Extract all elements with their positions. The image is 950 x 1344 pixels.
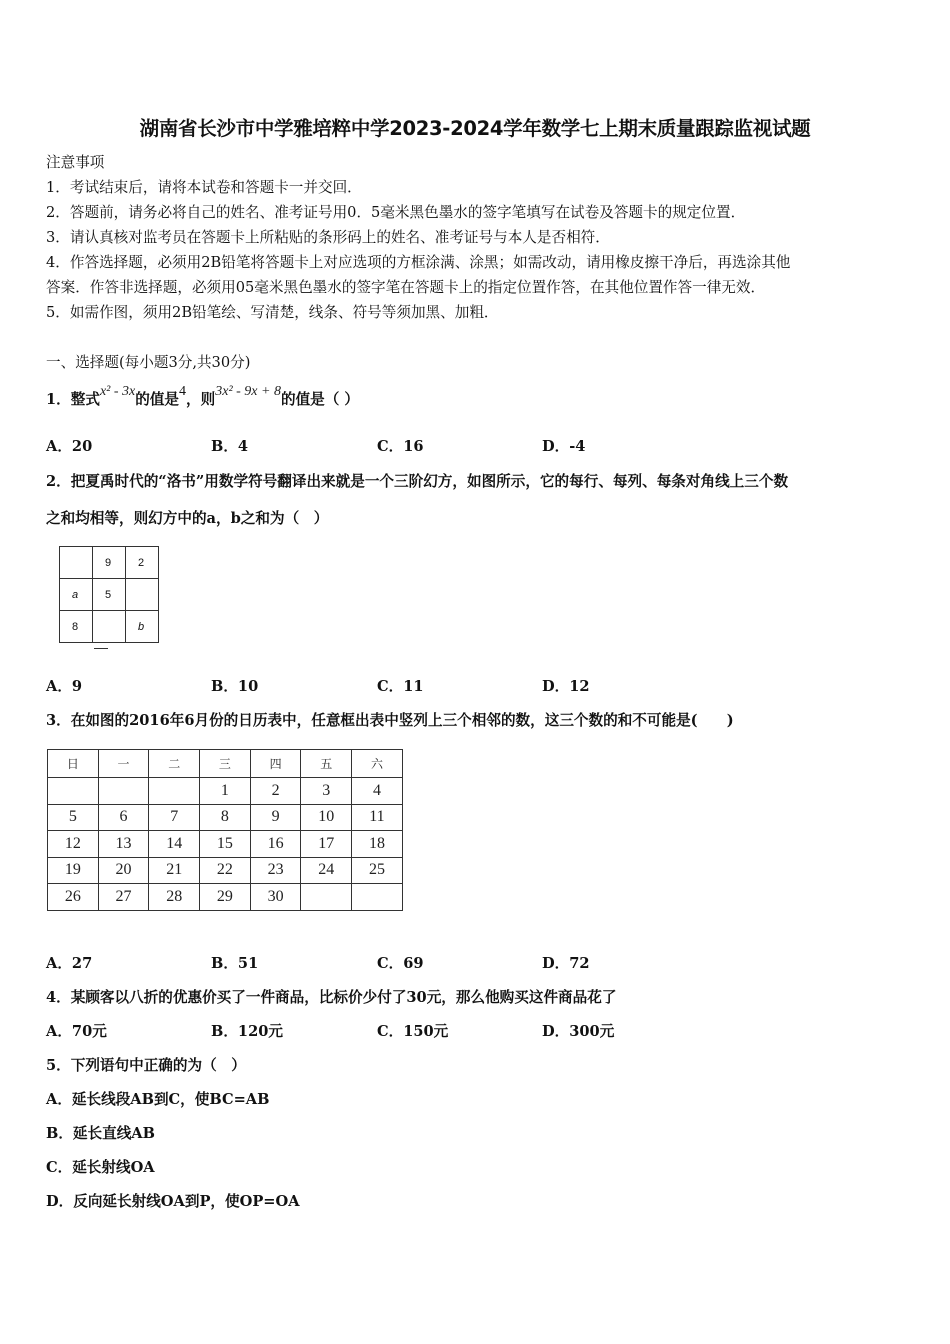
notice-item: 5．如需作图，须用2B铅笔绘、写清楚，线条、符号等须加黑、加粗． (46, 304, 499, 321)
q1-expression-1: x² - 3x (99, 384, 136, 399)
calendar-cell: 10 (301, 804, 352, 831)
calendar-cell: 9 (250, 804, 301, 831)
calendar-cell (48, 778, 99, 805)
question-2-line-2: 之和均相等，则幻方中的a，b之和为（ ） (46, 510, 329, 527)
calendar-cell: 14 (149, 831, 200, 858)
calendar-cell (149, 778, 200, 805)
calendar-cell: 29 (200, 884, 251, 911)
calendar-cell: 21 (149, 857, 200, 884)
calendar-header: 三 (200, 750, 251, 778)
calendar-cell: 12 (48, 831, 99, 858)
calendar-header: 二 (149, 750, 200, 778)
magic-cell-a: a (60, 579, 93, 611)
calendar-header: 四 (250, 750, 301, 778)
q4-option-d[interactable]: D．300元 (542, 1023, 615, 1040)
calendar-cell (352, 884, 403, 911)
question-1 (46, 384, 360, 409)
q1-option-a[interactable]: A．20 (46, 438, 93, 455)
calendar-cell: 18 (352, 831, 403, 858)
q4-option-a[interactable]: A．70元 (46, 1023, 107, 1040)
question-5: 5．下列语句中正确的为（ ） (46, 1057, 246, 1074)
q2-option-d[interactable]: D．12 (542, 678, 590, 695)
calendar-cell: 26 (48, 884, 99, 911)
q1-option-d[interactable]: D．-4 (542, 438, 586, 455)
calendar-cell: 3 (301, 778, 352, 805)
question-4: 4．某顾客以八折的优惠价买了一件商品，比标价少付了30元，那么他购买这件商品花了 (46, 989, 617, 1006)
q1-mid-1: 的值是 (135, 391, 180, 408)
q4-option-b[interactable]: B．120元 (211, 1023, 283, 1040)
calendar-cell: 27 (98, 884, 149, 911)
calendar-header: 一 (98, 750, 149, 778)
q2-option-b[interactable]: B．10 (211, 678, 259, 695)
notice-item: 4．作答选择题，必须用2B铅笔将答题卡上对应选项的方框涂满、涂黑；如需改动，请用橡皮擦干净后，再选涂其他 (46, 254, 791, 271)
magic-cell: 2 (126, 547, 159, 579)
calendar-cell: 15 (200, 831, 251, 858)
calendar-header: 日 (48, 750, 99, 778)
calendar-header: 五 (301, 750, 352, 778)
q1-value: 4 (179, 384, 187, 399)
q1-option-c[interactable]: C．16 (377, 438, 424, 455)
calendar-cell (98, 778, 149, 805)
magic-square (59, 546, 159, 643)
q3-option-d[interactable]: D．72 (542, 955, 590, 972)
q1-prefix: 1．整式 (46, 391, 100, 408)
magic-cell: 8 (60, 611, 93, 643)
section-heading: 一、选择题(每小题3分,共30分) (46, 354, 251, 371)
q2-option-a[interactable]: A．9 (46, 678, 83, 695)
calendar-cell: 1 (200, 778, 251, 805)
q5-option-c[interactable]: C．延长射线OA (46, 1159, 155, 1176)
calendar-cell: 13 (98, 831, 149, 858)
q4-option-c[interactable]: C．150元 (377, 1023, 449, 1040)
q1-suffix: 的值是（ ） (280, 391, 360, 408)
magic-cell: 9 (93, 547, 126, 579)
calendar-cell: 20 (98, 857, 149, 884)
calendar-cell (301, 884, 352, 911)
calendar-cell: 30 (250, 884, 301, 911)
page-title: 湖南省长沙市中学雅培粹中学2023-2024学年数学七上期末质量跟踪监视试题 (139, 117, 811, 140)
calendar-cell: 23 (250, 857, 301, 884)
calendar-cell: 24 (301, 857, 352, 884)
calendar-cell: 7 (149, 804, 200, 831)
calendar-cell: 11 (352, 804, 403, 831)
question-2-line-1: 2．把夏禹时代的“洛书”用数学符号翻译出来就是一个三阶幻方，如图所示，它的每行、每列、每条对角线上三个数 (46, 473, 789, 490)
magic-cell: 5 (93, 579, 126, 611)
notice-item: 3．请认真核对监考员在答题卡上所粘贴的条形码上的姓名、准考证号与本人是否相符． (46, 229, 610, 246)
notice-heading: 注意事项 (46, 154, 105, 171)
q2-option-c[interactable]: C．11 (377, 678, 424, 695)
calendar-cell: 19 (48, 857, 99, 884)
q3-option-c[interactable]: C．69 (377, 955, 424, 972)
notice-item: 2．答题前，请务必将自己的姓名、准考证号用0．5毫米黑色墨水的签字笔填写在试卷及答题卡的规定位置． (46, 204, 746, 221)
calendar-cell: 5 (48, 804, 99, 831)
calendar-cell: 28 (149, 884, 200, 911)
calendar-cell: 6 (98, 804, 149, 831)
calendar-cell: 25 (352, 857, 403, 884)
calendar-cell: 4 (352, 778, 403, 805)
calendar-cell: 17 (301, 831, 352, 858)
q5-option-a[interactable]: A．延长线段AB到C，使BC=AB (46, 1091, 270, 1108)
q5-option-d[interactable]: D．反向延长射线OA到P，使OP=OA (46, 1193, 300, 1210)
calendar-header: 六 (352, 750, 403, 778)
notice-item: 1．考试结束后，请将本试卷和答题卡一并交回． (46, 179, 362, 196)
magic-cell (126, 579, 159, 611)
q1-option-b[interactable]: B．4 (211, 438, 249, 455)
calendar-cell: 22 (200, 857, 251, 884)
q3-option-b[interactable]: B．51 (211, 955, 259, 972)
q3-option-a[interactable]: A．27 (46, 955, 93, 972)
magic-cell (93, 611, 126, 643)
q5-option-b[interactable]: B．延长直线AB (46, 1125, 155, 1142)
question-3: 3．在如图的2016年6月份的日历表中，任意框出表中竖列上三个相邻的数，这三个数的和不可能是( ) (46, 712, 734, 729)
q1-mid-2: ，则 (186, 391, 216, 408)
calendar-cell: 16 (250, 831, 301, 858)
q1-expression-2: 3x² - 9x + 8 (215, 384, 281, 399)
magic-cell-b: b (126, 611, 159, 643)
calendar-cell: 8 (200, 804, 251, 831)
magic-cell (60, 547, 93, 579)
magic-square-mark (94, 648, 108, 649)
calendar-cell: 2 (250, 778, 301, 805)
notice-item: 答案．作答非选择题，必须用05毫米黑色墨水的签字笔在答题卡上的指定位置作答，在其他位置作答一律无效． (46, 279, 766, 296)
calendar-table (47, 749, 403, 911)
